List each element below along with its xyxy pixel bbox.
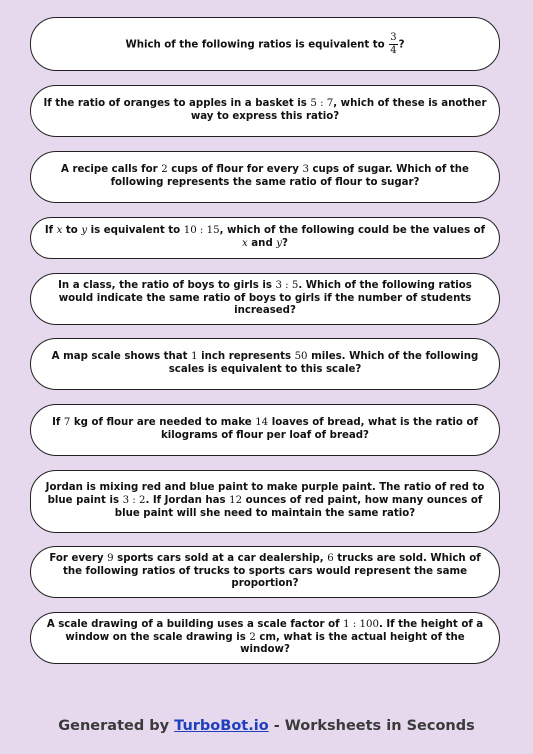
question-text: trucks are sold. Which of the following ratios of trucks to sports cars would represent the same proportion? <box>62 552 481 590</box>
question-text: Jordan is mixing red and blue paint to make purple paint. The ratio of red to blue paint is <box>45 482 485 507</box>
question-text: In a class, the ratio of boys to girls is <box>58 279 276 291</box>
question-text: to <box>62 225 82 237</box>
question-text: A recipe calls for <box>61 164 162 176</box>
math-expression: 2 <box>249 631 256 643</box>
question-text: inch represents <box>197 351 295 363</box>
question-text: . If the height of a window on the scale drawing is <box>65 618 484 643</box>
question-text: ? <box>398 39 405 50</box>
fraction <box>389 33 397 56</box>
question-text: , which of the following could be the values of <box>219 225 486 237</box>
math-expression: 7 <box>63 417 71 429</box>
question-text: cm, what is the actual height of the window? <box>240 631 465 656</box>
question-text: miles. Which of the following scales is equivalent to this scale? <box>168 351 479 375</box>
question-text: If <box>52 417 64 429</box>
math-expression: 1 <box>191 351 198 363</box>
question-7 <box>30 404 500 456</box>
fraction-denominator: 4 <box>390 44 397 56</box>
question-text: A map scale shows that <box>51 351 192 363</box>
question-2 <box>30 85 500 137</box>
math-expression: 2 <box>161 164 168 176</box>
question-text: Which of the following ratios is equivalent to <box>125 39 389 50</box>
math-expression: 6 <box>327 552 334 564</box>
question-3 <box>30 151 500 203</box>
question-text: A scale drawing of a building uses a scale factor of <box>46 618 344 630</box>
question-text: . If Jordan has <box>145 495 230 507</box>
footer-prefix: Generated by <box>58 718 175 734</box>
math-expression: 10 : 15 <box>183 225 220 237</box>
fraction-numerator: 3 <box>390 31 397 43</box>
math-expression: 9 <box>107 552 114 564</box>
math-expression: 3 <box>302 164 309 176</box>
question-8 <box>30 470 500 533</box>
question-text: . Which of the following ratios would indicate the same ratio of boys to girls if the number of students increased? <box>58 279 472 317</box>
question-9 <box>30 546 500 598</box>
question-text: kg of flour are needed to make <box>70 417 256 429</box>
question-text: is equivalent to <box>87 225 184 237</box>
question-text: loaves of bread, what is the ratio of kilograms of flour per loaf of bread? <box>161 417 478 441</box>
question-text: cups of flour for every <box>167 164 303 176</box>
math-variable: x <box>56 225 63 237</box>
math-variable: y <box>81 225 88 237</box>
math-expression: 14 <box>255 417 269 429</box>
question-text: cups of sugar. Which of the following represents the same ratio of flour to sugar? <box>110 164 469 188</box>
question-5 <box>30 273 500 325</box>
question-text: , which of these is another way to express this ratio? <box>190 98 487 122</box>
question-text: ? <box>282 238 288 249</box>
math-expression: 50 <box>294 351 308 363</box>
question-text: If <box>44 225 57 237</box>
question-6 <box>30 338 500 390</box>
math-expression: 5 : 7 <box>310 98 334 110</box>
question-text: and <box>247 238 277 249</box>
math-expression: 3 : 5 <box>275 279 299 291</box>
math-variable: y <box>276 238 283 249</box>
question-text: sports cars sold at a car dealership, <box>113 552 328 564</box>
footer-suffix: - Worksheets in Seconds <box>268 718 475 734</box>
question-text: For every <box>49 552 108 564</box>
question-text: ounces of red paint, how many ounces of blue paint will she need to maintain the same ratio? <box>114 495 483 519</box>
math-expression: 1 : 100 <box>343 618 379 630</box>
question-4 <box>30 217 500 259</box>
question-text: If the ratio of oranges to apples in a basket is <box>43 98 311 110</box>
turbobot-link[interactable]: TurboBot.io <box>174 718 269 734</box>
math-expression: 3 : 2 <box>122 495 146 507</box>
question-1 <box>30 17 500 71</box>
question-10 <box>30 612 500 664</box>
math-expression: 12 <box>229 495 243 507</box>
math-variable: x <box>242 238 248 249</box>
footer <box>0 718 533 734</box>
